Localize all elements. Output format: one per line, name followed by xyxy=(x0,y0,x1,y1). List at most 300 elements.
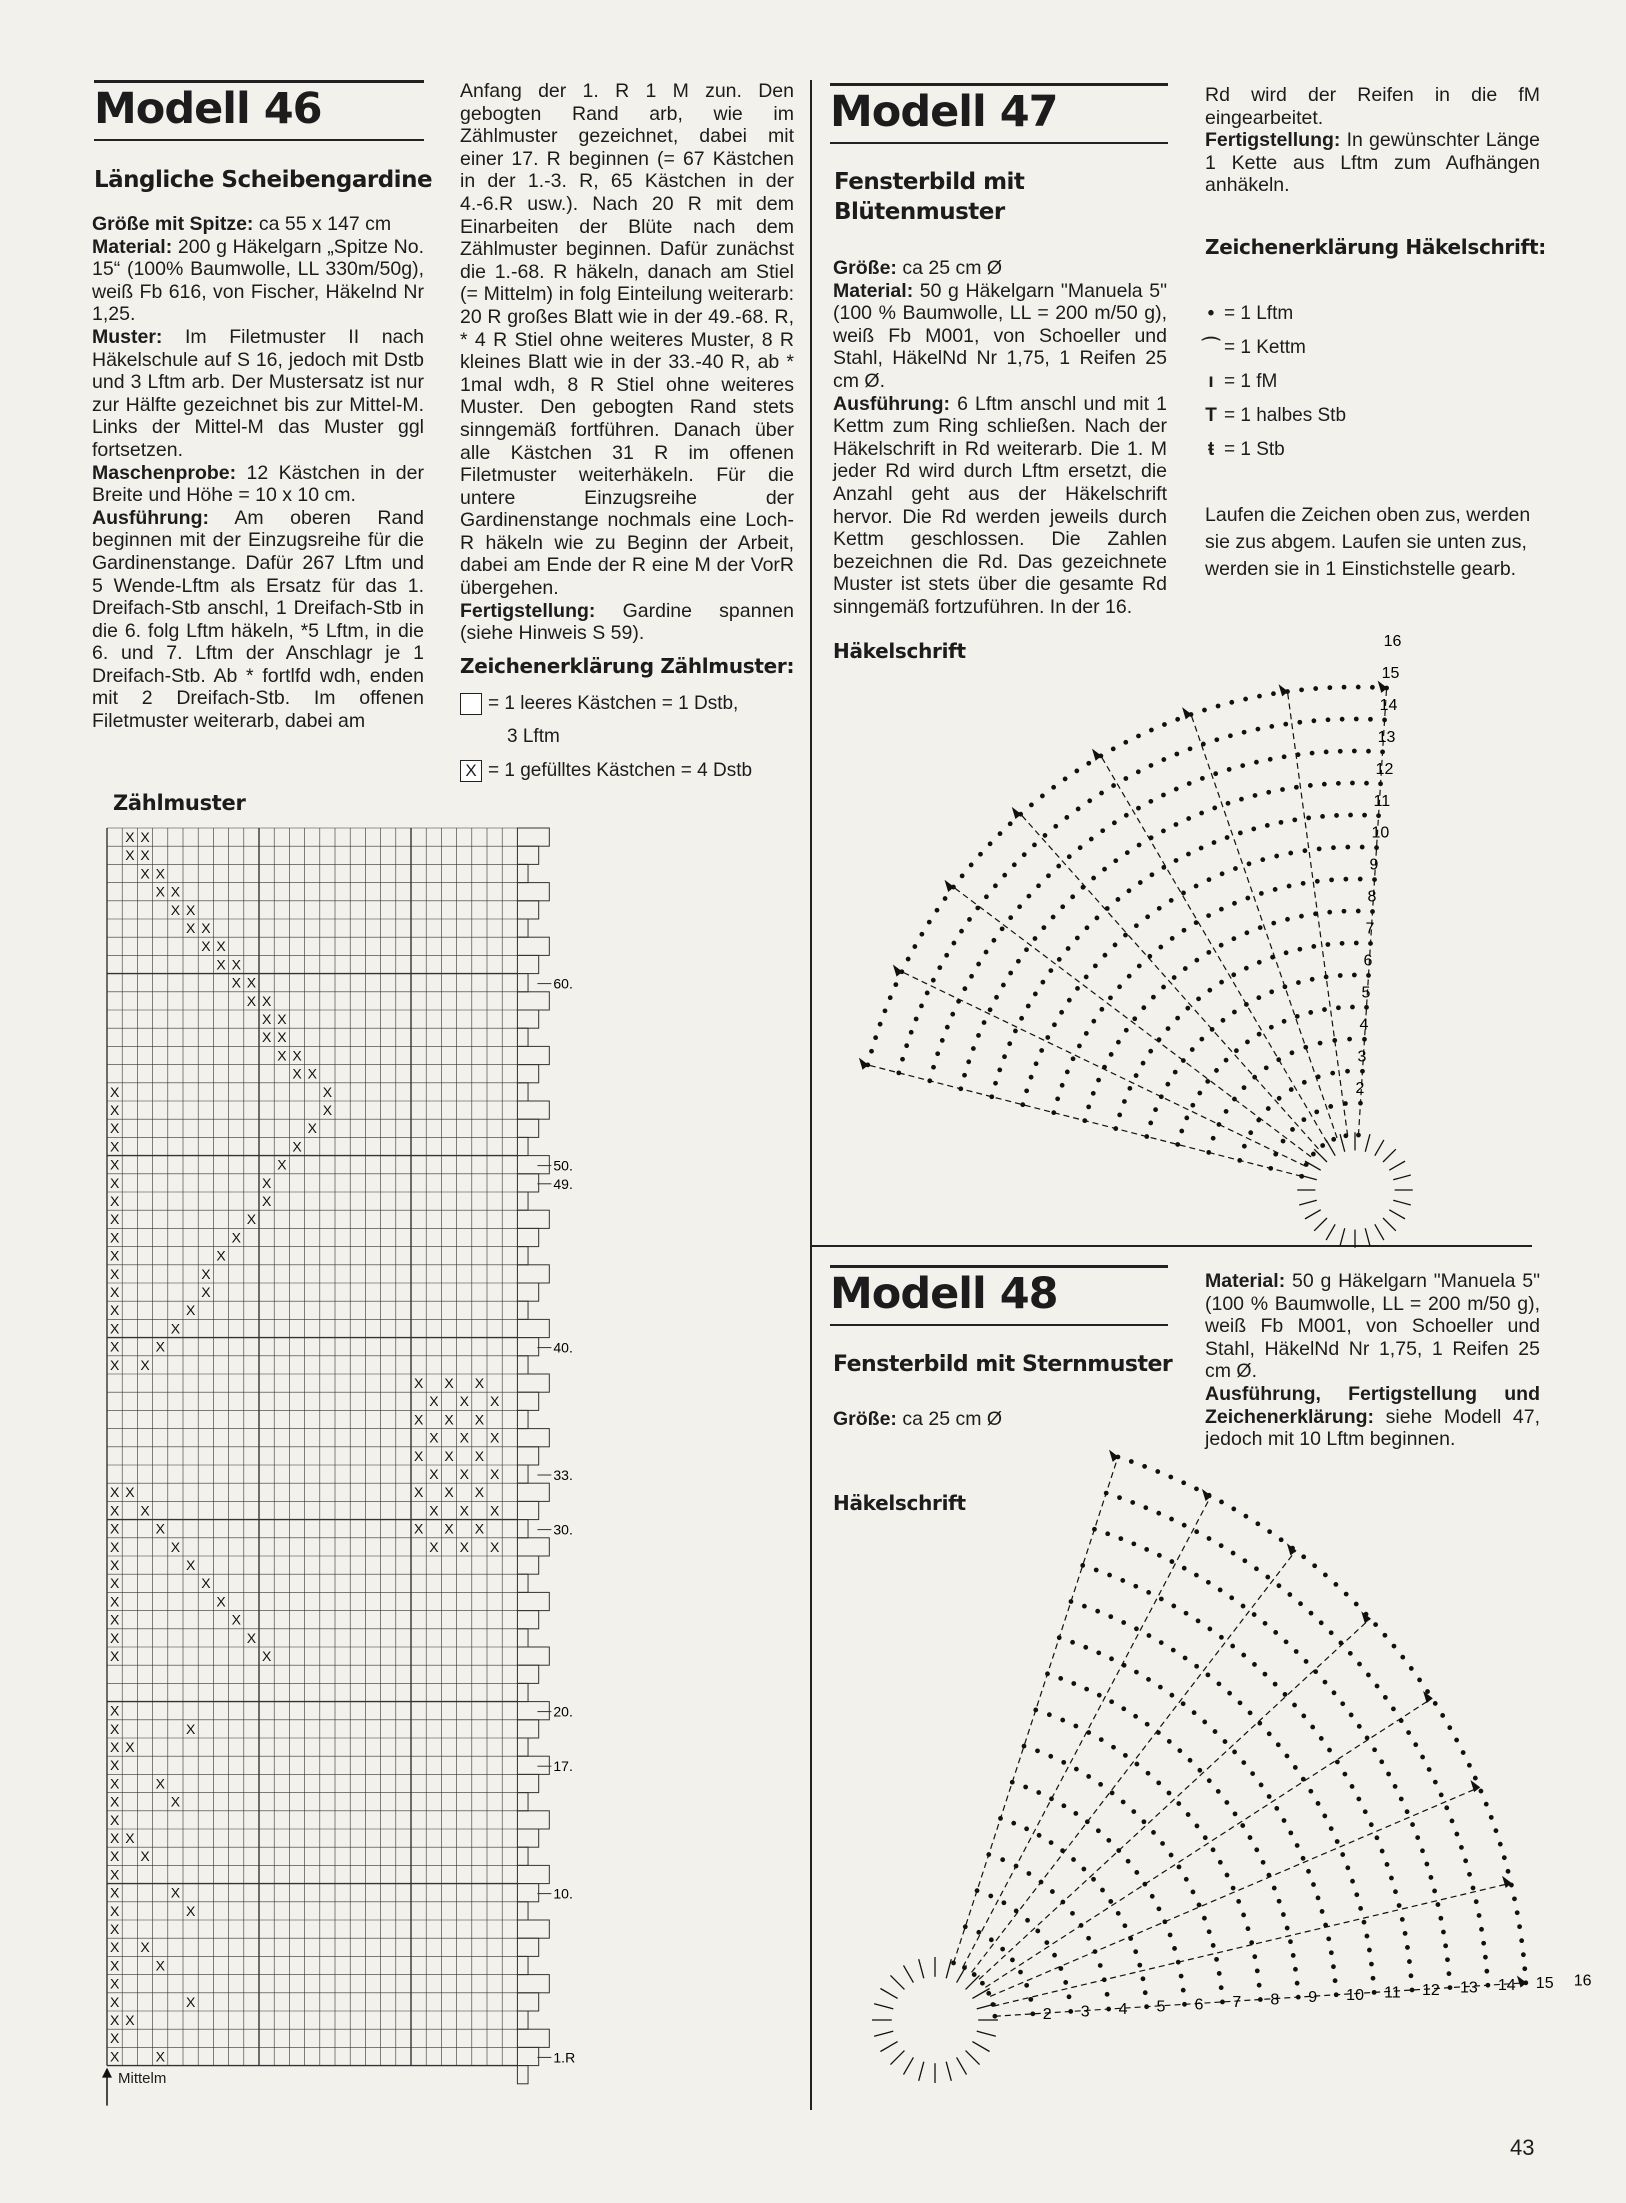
chain-dot xyxy=(1233,1010,1237,1014)
chain-dot xyxy=(878,1022,882,1026)
chain-dot xyxy=(1199,846,1203,850)
m47-legend-note: Laufen die Zeichen oben zus, werden sie zus abgem. Laufen sie unten zus, werden sie in 1 Einstichstelle gearb. xyxy=(1205,504,1531,580)
ring-stitch xyxy=(1365,1134,1370,1152)
filled-box: X xyxy=(110,1120,120,1137)
chain-dot xyxy=(1166,1082,1170,1086)
chain-dot xyxy=(1272,1886,1276,1890)
filled-box: X xyxy=(201,1284,211,1300)
ring-stitch xyxy=(1340,1228,1345,1246)
filled-box: X xyxy=(110,1302,120,1319)
chain-dot xyxy=(1523,1967,1527,1971)
chain-dot xyxy=(1290,1051,1294,1055)
chain-dot xyxy=(1320,1910,1324,1914)
chain-dot xyxy=(1375,1684,1379,1688)
filled-box: X xyxy=(170,1320,181,1337)
m47-title-box xyxy=(830,83,1168,144)
edge-step xyxy=(517,919,528,937)
filled-box: X xyxy=(110,1229,120,1246)
filled-box: X xyxy=(110,1284,120,1300)
chain-dot xyxy=(1225,1801,1229,1805)
edge-step xyxy=(517,1392,538,1410)
chain-dot xyxy=(1124,813,1128,817)
crochet-symbol-icon: T xyxy=(1205,405,1217,426)
round-label: 9 xyxy=(1308,1989,1318,2007)
chain-dot xyxy=(1264,1066,1268,1070)
filled-box: X xyxy=(474,1411,485,1428)
chain-dot xyxy=(1194,1573,1198,1577)
filled-box: X xyxy=(262,1193,272,1209)
chain-dot xyxy=(935,908,939,912)
row-label: 40. xyxy=(553,1339,573,1356)
chain-dot xyxy=(1272,692,1276,696)
chain-dot xyxy=(1515,1911,1519,1915)
chain-dot xyxy=(1133,1017,1137,1021)
chain-dot xyxy=(1257,1032,1261,1036)
filled-box: X xyxy=(459,1429,469,1446)
chain-dot xyxy=(1246,1927,1250,1931)
chain-dot xyxy=(1228,1691,1232,1695)
m47-text-col2 xyxy=(1205,84,1540,197)
filled-box: X xyxy=(414,1484,424,1501)
chain-dot xyxy=(1220,980,1224,984)
chain-dot xyxy=(1170,936,1174,940)
chain-dot xyxy=(1349,1713,1353,1717)
chain-dot xyxy=(1351,1879,1355,1883)
chain-dot xyxy=(1485,1969,1489,1973)
filled-box: X xyxy=(414,1447,424,1464)
chain-dot xyxy=(1298,720,1302,724)
filled-box: X xyxy=(140,1356,150,1373)
m47-crochet-diagram xyxy=(815,620,1435,1240)
row-label: 33. xyxy=(553,1467,573,1483)
filled-box: X xyxy=(110,1720,120,1737)
chain-dot xyxy=(1087,1936,1091,1940)
ring-stitch xyxy=(972,2042,989,2052)
chain-dot xyxy=(1284,1640,1288,1644)
filled-box: X xyxy=(216,1593,226,1610)
chain-dot xyxy=(1099,1782,1103,1786)
chain-dot xyxy=(1473,1776,1477,1780)
chain-dot xyxy=(1433,1780,1437,1784)
m46-text-col1 xyxy=(92,213,424,733)
m47-ausfuehrung: Ausführung: 6 Lftm anschl und mit 1 Kettm zum Ring schließen. Nach der Häkelschrift in Rd weiterarb. Die 1. M jeder Rd wird durch Lftm ersetzt, die Anzahl geht aus der Häkelschrift hervor. Die Rd werden jeweils durch Kettm geschlossen. Die Zahlen bezeichnen die Rd. Das gezeichnete Muster ist stets über die gesamte Rd sinngemäß fortzuführen. In der 16. xyxy=(833,392,1167,618)
chain-dot xyxy=(1024,1785,1028,1789)
chain-dot xyxy=(952,941,956,945)
chain-dot xyxy=(1008,1042,1012,1046)
chain-dot xyxy=(977,1034,981,1038)
chain-dot xyxy=(1184,1877,1188,1881)
chain-dot xyxy=(1195,1530,1199,1534)
chain-dot xyxy=(1219,1986,1223,1990)
filled-box: X xyxy=(110,1193,120,1209)
chain-dot xyxy=(1075,936,1079,940)
filled-box: X xyxy=(292,1047,302,1064)
chain-dot xyxy=(894,983,898,987)
ring-stitch xyxy=(919,2062,924,2081)
chain-dot xyxy=(1052,785,1056,789)
chain-dot xyxy=(1259,1783,1263,1787)
m46-chart-title: Zählmuster xyxy=(113,791,246,815)
chain-dot xyxy=(1323,1008,1327,1012)
chain-dot xyxy=(1061,1718,1065,1722)
chain-dot xyxy=(1194,884,1198,888)
chain-dot xyxy=(1297,981,1301,985)
m46-legend-full: X = 1 gefülltes Kästchen = 4 Dstb xyxy=(460,760,752,782)
edge-step xyxy=(517,1920,549,1938)
chain-dot xyxy=(1369,1823,1373,1827)
filet-grid xyxy=(107,828,517,2066)
chain-dot xyxy=(1118,1496,1122,1500)
chain-dot xyxy=(1241,1604,1245,1608)
filled-box: X xyxy=(170,1538,181,1555)
chain-dot xyxy=(1310,977,1314,981)
round-label: 16 xyxy=(1383,633,1402,651)
chain-dot xyxy=(1482,1941,1486,1945)
chain-dot xyxy=(1089,837,1093,841)
chain-dot xyxy=(1258,694,1262,698)
chain-dot xyxy=(1190,1048,1194,1052)
chain-dot xyxy=(1019,1970,1023,1974)
chain-dot xyxy=(1037,1833,1041,1837)
chain-dot xyxy=(1185,1116,1189,1120)
chain-dot xyxy=(1346,1069,1350,1073)
chain-dot xyxy=(1187,852,1191,856)
m46-subtitle: Längliche Scheibengardine xyxy=(94,167,433,193)
filled-box: X xyxy=(186,1720,196,1737)
chain-dot xyxy=(1087,761,1091,765)
round-label: 10 xyxy=(1346,1986,1364,2004)
chain-dot xyxy=(1196,1619,1200,1623)
chain-dot xyxy=(1274,1631,1278,1635)
filled-box: X xyxy=(262,1029,272,1046)
arrow-tip-icon xyxy=(1518,1977,1526,1987)
chain-dot xyxy=(1365,1934,1369,1938)
chain-dot xyxy=(1344,1102,1348,1106)
chain-dot xyxy=(1307,816,1311,820)
filled-box: X xyxy=(110,1902,120,1919)
chain-dot xyxy=(1416,1836,1420,1840)
round-label: 7 xyxy=(1365,920,1375,938)
chain-dot xyxy=(1241,1824,1245,1828)
chain-dot xyxy=(1414,1743,1418,1747)
filled-box: X xyxy=(474,1520,485,1537)
chain-dot xyxy=(1289,1831,1293,1835)
chain-dot xyxy=(1294,1650,1298,1654)
arrow-tip-icon xyxy=(894,966,902,976)
chain-dot xyxy=(1232,937,1236,941)
chain-dot xyxy=(1217,1682,1221,1686)
chain-dot xyxy=(1336,781,1340,785)
chain-dot xyxy=(982,1021,986,1025)
filled-box: X xyxy=(262,992,272,1009)
filled-box: X xyxy=(110,2030,120,2047)
ring-stitch xyxy=(890,1975,904,1989)
chain-dot xyxy=(1474,1900,1478,1904)
chain-dot xyxy=(1268,757,1272,761)
chain-dot xyxy=(963,1925,967,1929)
chain-dot xyxy=(1182,1523,1186,1527)
chain-dot xyxy=(1137,734,1141,738)
chain-dot xyxy=(1091,1091,1095,1095)
filled-box: X xyxy=(307,1120,317,1137)
chain-dot xyxy=(1122,1707,1126,1711)
chain-dot xyxy=(1441,1714,1445,1718)
filled-box: X xyxy=(201,920,211,936)
chain-dot xyxy=(1057,958,1061,962)
chain-dot xyxy=(1303,849,1307,853)
chain-dot xyxy=(1442,1930,1446,1934)
chain-dot xyxy=(1157,1553,1161,1557)
ring-stitch xyxy=(904,2057,914,2074)
chain-dot xyxy=(1200,776,1204,780)
chain-dot xyxy=(943,897,947,901)
edge-step xyxy=(517,1647,549,1665)
filled-box: X xyxy=(490,1502,500,1519)
edge-step xyxy=(517,1611,538,1629)
chain-dot xyxy=(1250,1941,1254,1945)
filled-box: X xyxy=(140,1502,150,1519)
m46-text-col2 xyxy=(460,80,794,645)
chain-dot xyxy=(1170,1517,1174,1521)
m47-legend-title: Zeichenerklärung Häkelschrift: xyxy=(1205,235,1546,259)
chain-dot xyxy=(1106,1532,1110,1536)
chain-dot xyxy=(1175,752,1179,756)
chain-dot xyxy=(1170,1560,1174,1564)
chain-dot xyxy=(1316,1896,1320,1900)
chain-dot xyxy=(1337,1006,1341,1010)
chain-dot xyxy=(1279,820,1283,824)
chain-dot xyxy=(920,932,924,936)
edge-step xyxy=(517,1192,528,1210)
chain-dot xyxy=(1351,781,1355,785)
round-label: 12 xyxy=(1375,760,1394,778)
chain-dot xyxy=(1328,686,1332,690)
chain-dot xyxy=(1343,1772,1347,1776)
chain-dot xyxy=(1277,1096,1281,1100)
chain-dot xyxy=(1362,1920,1366,1924)
chain-dot xyxy=(1097,1651,1101,1655)
chain-dot xyxy=(1124,740,1128,744)
edge-step xyxy=(517,1065,538,1083)
chain-dot xyxy=(1400,1917,1404,1921)
chain-dot xyxy=(1219,1544,1223,1548)
chain-dot xyxy=(1218,1860,1222,1864)
chain-dot xyxy=(1350,1785,1354,1789)
chain-dot xyxy=(984,950,988,954)
chain-dot xyxy=(1323,1814,1327,1818)
chain-dot xyxy=(1067,1995,1071,1999)
chain-dot xyxy=(1063,777,1067,781)
chain-dot xyxy=(1358,1662,1362,1666)
chain-dot xyxy=(1092,876,1096,880)
chain-dot xyxy=(1293,1766,1297,1770)
chain-dot xyxy=(1009,971,1013,975)
chain-dot xyxy=(1373,1748,1377,1752)
chain-dot xyxy=(920,1004,924,1008)
filled-box: X xyxy=(155,1957,165,1974)
chain-dot xyxy=(1135,1871,1139,1875)
edge-step xyxy=(517,1956,528,1974)
chain-dot xyxy=(1203,1836,1207,1840)
filled-box: X xyxy=(110,1975,120,1992)
chain-dot xyxy=(1409,1667,1413,1671)
chain-dot xyxy=(1315,1110,1319,1114)
chain-dot xyxy=(1033,937,1037,941)
chain-dot xyxy=(1173,1070,1177,1074)
filled-box: X xyxy=(110,1338,120,1355)
chain-dot xyxy=(1174,787,1178,791)
chain-dot xyxy=(1208,988,1212,992)
chain-dot xyxy=(1042,926,1046,930)
edge-step xyxy=(517,1283,538,1301)
chain-dot xyxy=(1233,1812,1237,1816)
chain-dot xyxy=(1253,1663,1257,1667)
m46-legend-title: Zeichenerklärung Zählmuster: xyxy=(460,654,795,678)
chain-dot xyxy=(1056,1097,1060,1101)
chain-dot xyxy=(1220,1500,1224,1504)
filled-box: X xyxy=(490,1466,500,1482)
chain-dot xyxy=(1105,907,1109,911)
chain-dot xyxy=(1484,1802,1488,1806)
chain-dot xyxy=(1001,1858,1005,1862)
chain-dot xyxy=(1176,717,1180,721)
edge-step xyxy=(517,1465,528,1483)
chain-dot xyxy=(1436,1903,1440,1907)
chain-dot xyxy=(1332,1137,1336,1141)
chain-dot xyxy=(1207,950,1211,954)
chain-dot xyxy=(1207,878,1211,882)
filled-box: X xyxy=(110,1848,120,1865)
chain-dot xyxy=(1138,1963,1142,1967)
chain-dot xyxy=(1050,1890,1054,1894)
filled-box: X xyxy=(444,1520,454,1537)
filled-box: X xyxy=(155,1520,165,1537)
filled-box: X xyxy=(444,1411,454,1428)
chain-dot xyxy=(1433,1702,1437,1706)
chain-dot xyxy=(1174,859,1178,863)
chain-dot xyxy=(1255,1567,1259,1571)
edge-step xyxy=(517,1902,528,1920)
chain-dot xyxy=(931,978,935,982)
chain-dot xyxy=(1172,976,1176,980)
chain-dot xyxy=(1051,915,1055,919)
chain-dot xyxy=(970,974,974,978)
edge-step xyxy=(517,937,549,955)
chain-dot xyxy=(987,1991,991,1995)
chain-dot xyxy=(1169,1853,1173,1857)
chain-dot xyxy=(1368,1948,1372,1952)
ring-stitch xyxy=(1383,1149,1396,1162)
chain-dot xyxy=(1128,1086,1132,1090)
chain-dot xyxy=(1029,1997,1033,2001)
stitch-spoke xyxy=(972,1551,1296,1973)
edge-step xyxy=(517,1119,538,1137)
edge-step xyxy=(517,1010,538,1028)
chain-dot xyxy=(1062,1760,1066,1764)
chain-dot xyxy=(1367,749,1371,753)
chain-dot xyxy=(1324,750,1328,754)
chain-dot xyxy=(1131,1501,1135,1505)
chain-dot xyxy=(1198,1768,1202,1772)
chain-dot xyxy=(971,1047,975,1051)
filled-box: X xyxy=(155,1775,165,1792)
filled-box: X xyxy=(170,1884,181,1901)
chain-dot xyxy=(1003,873,1007,877)
chain-dot xyxy=(1284,951,1288,955)
edge-step xyxy=(517,1975,549,1993)
chain-dot xyxy=(1407,1731,1411,1735)
chain-dot xyxy=(998,832,1002,836)
chain-dot xyxy=(1356,685,1360,689)
chain-dot xyxy=(1072,1858,1076,1862)
chain-dot xyxy=(1238,831,1242,835)
filled-box: X xyxy=(110,1884,120,1901)
chain-dot xyxy=(1116,898,1120,902)
chain-dot xyxy=(1186,1813,1190,1817)
chain-dot xyxy=(1257,960,1261,964)
chain-dot xyxy=(1445,1806,1449,1810)
chain-dot xyxy=(1113,943,1117,947)
chain-dot xyxy=(1121,1579,1125,1583)
chain-dot xyxy=(1289,1940,1293,1944)
filled-box: X xyxy=(201,938,211,955)
edge-step xyxy=(517,846,538,864)
chain-dot xyxy=(1313,1564,1317,1568)
chain-dot xyxy=(1012,1821,1016,1825)
chain-dot xyxy=(1282,1019,1286,1023)
chain-dot xyxy=(977,962,981,966)
legend-row xyxy=(1198,439,1285,461)
chain-dot xyxy=(1467,1763,1471,1767)
chain-dot xyxy=(1277,1584,1281,1588)
filled-box: X xyxy=(140,865,150,882)
chain-dot xyxy=(925,991,929,995)
chain-dot xyxy=(1403,1931,1407,1935)
chain-dot xyxy=(1108,1573,1112,1577)
chain-dot xyxy=(1233,1750,1237,1754)
chain-dot xyxy=(1375,1836,1379,1840)
chain-dot xyxy=(1093,964,1097,968)
filled-box: X xyxy=(110,1993,120,2010)
chain-dot xyxy=(1286,917,1290,921)
filled-box: X xyxy=(110,1921,120,1937)
filled-square-icon: X xyxy=(460,760,482,782)
arrow-tip-icon xyxy=(1013,808,1021,818)
chain-dot xyxy=(1342,909,1346,913)
chain-dot xyxy=(1129,1460,1133,1464)
edge-step xyxy=(517,1847,528,1865)
chain-dot xyxy=(1002,1901,1006,1905)
edge-step xyxy=(517,1447,538,1465)
chain-dot xyxy=(1109,1900,1113,1904)
chain-dot xyxy=(1311,1725,1315,1729)
chain-dot xyxy=(1101,829,1105,833)
filled-box: X xyxy=(110,1739,120,1755)
edge-step xyxy=(517,1665,538,1683)
chain-dot xyxy=(1369,717,1373,721)
chain-dot xyxy=(1302,1080,1306,1084)
chain-dot xyxy=(1053,1023,1057,1027)
m46-legend-empty-b: 3 Lftm xyxy=(507,726,560,747)
chain-dot xyxy=(1281,1913,1285,1917)
chain-dot xyxy=(940,1038,944,1042)
chain-dot xyxy=(1014,1029,1018,1033)
chain-dot xyxy=(1031,2012,1035,2016)
chain-dot xyxy=(1149,1121,1153,1125)
chain-dot xyxy=(1192,1711,1196,1715)
chain-dot xyxy=(1267,1732,1271,1736)
arrow-tip-icon xyxy=(1110,1451,1118,1461)
